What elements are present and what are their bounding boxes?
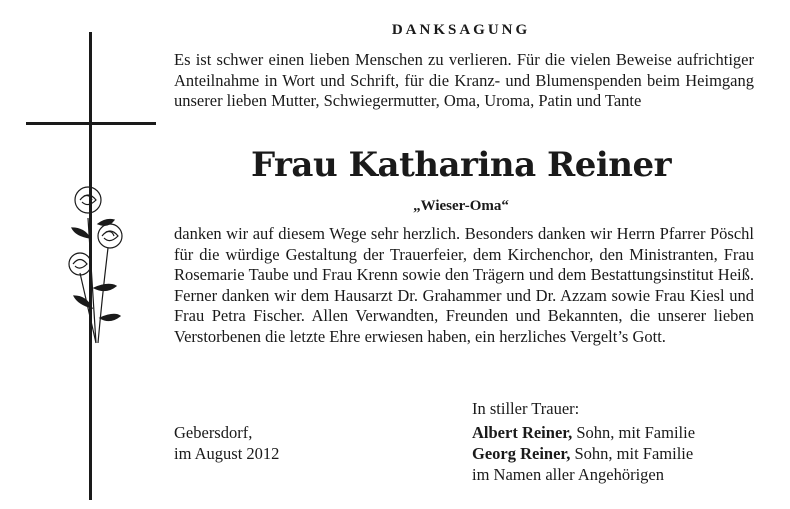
roses-icon	[58, 178, 138, 348]
place-date	[174, 422, 279, 464]
mourner-row	[472, 443, 695, 464]
date: im August 2012	[174, 444, 280, 463]
intro-paragraph: Es ist schwer einen lieben Menschen zu verlieren. Für die vielen Beweise aufrichtiger Anteilnahme in Wort und Schrift, für die Kranz- und Blumenspenden beim Heimgang unserer lieben Mutter, Schwiegermutter, Oma, Uroma, Patin und Tante	[174, 50, 754, 110]
mourner-name: Albert Reiner,	[472, 423, 573, 442]
mourner-relation: Sohn, mit Familie	[572, 423, 696, 442]
mourner-row	[472, 422, 695, 443]
nickname: „Wieser-Oma“	[413, 198, 509, 214]
mourner-relation: Sohn, mit Familie	[570, 444, 694, 463]
mourners-block	[472, 398, 695, 485]
mourning-label: In stiller Trauer:	[472, 399, 580, 418]
place: Gebersdorf,	[174, 423, 253, 442]
deceased-name: Frau Katharina Reiner	[250, 145, 672, 185]
cross-icon-horizontal	[26, 122, 156, 125]
thanks-paragraph: danken wir auf diesem Wege sehr herzlich. Besonders danken wir Herrn Pfarrer Pöschl für die würdige Gestaltung der Trauerfeier, dem Kirchenchor, den Ministranten, Frau Rosemarie Taube und Frau Krenn sowie den Trägern und dem Bestattungsinstitut Heiß. Ferner danken wir dem Hausarzt Dr. Grahammer und Dr. Azzam sowie Frau Kiesl und Frau Petra Fischer. Allen Verwandten, Freunden und Bekannten, die unserer lieben Verstorbenen die letzte Ehre erwiesen haben, ein herzliches Vergelt’s Gott.	[174, 224, 754, 346]
mourner-name: Georg Reiner,	[472, 444, 571, 463]
page-title: DANKSAGUNG	[391, 22, 531, 38]
all-relatives: im Namen aller Angehörigen	[472, 465, 664, 484]
